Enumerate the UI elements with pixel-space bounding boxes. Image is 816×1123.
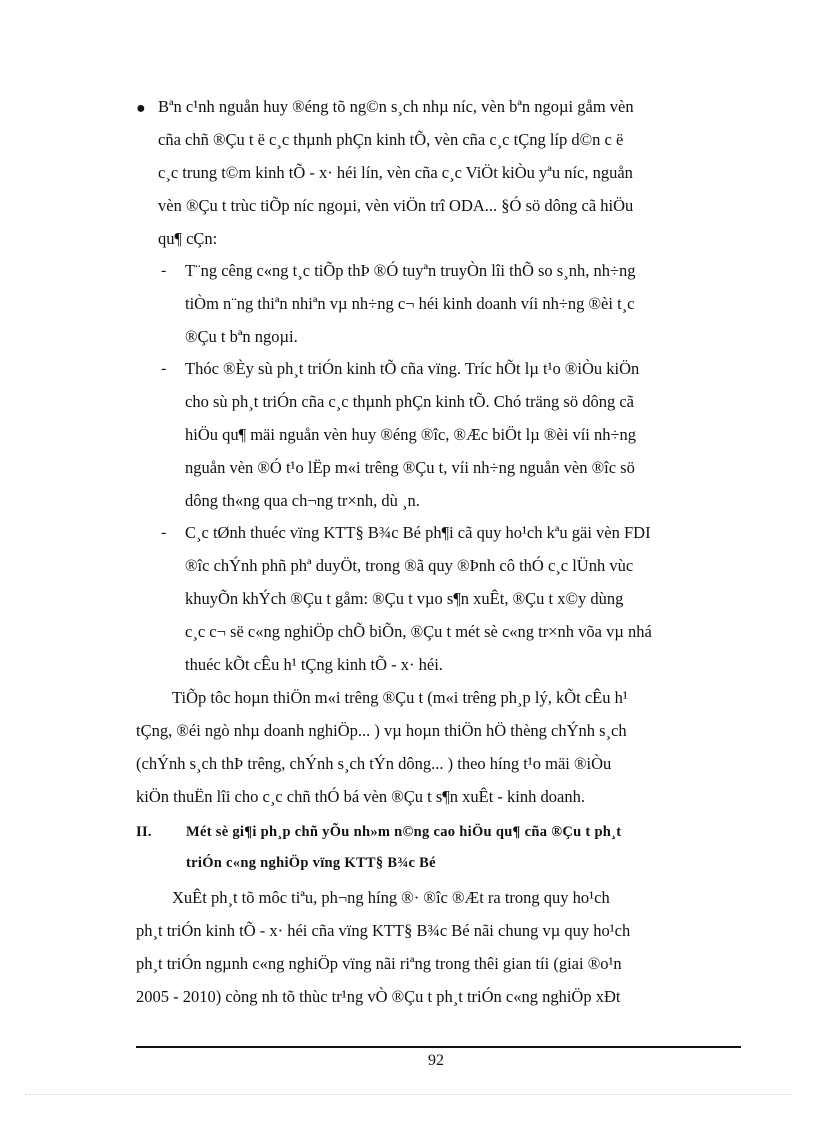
body-line: kiÖn thuËn lîi cho c¸c chñ thÓ bá vèn ®Çu t s¶n xuÊt - kinh doanh. (136, 787, 585, 806)
body-line: hiÖu qu¶ mäi nguån vèn huy ®éng ®îc, ®Æc biÖt lµ ®èi víi nh÷ng (185, 425, 637, 444)
body-line: C¸c tØnh thuéc vïng KTT§ B¾c Bé ph¶i cã quy ho¹ch kªu gäi vèn FDI (185, 523, 651, 542)
body-line: cho sù ph¸t triÓn cña c¸c thµnh phÇn kinh tÕ. Chó träng sö dông cã (185, 392, 634, 411)
body-line: cña chñ ®Çu t ë c¸c thµnh phÇn kinh tÕ, vèn cña c¸c tÇng líp d©n c ë (158, 130, 624, 149)
body-line: 2005 - 2010) còng nh tõ thùc tr¹ng vÒ ®Çu t ph¸t triÓn c«ng nghiÖp xÐt (136, 987, 621, 1006)
body-line: ®Çu t bªn ngoµi. (185, 327, 298, 346)
body-line: dông th«ng qua ch¬ng tr×nh, dù ¸n. (185, 491, 420, 510)
body-line: T¨ng cêng c«ng t¸c tiÕp thÞ ®Ó tuyªn truyÒn lîi thÕ so s¸nh, nh÷ng (185, 261, 636, 280)
footer-rule (136, 1046, 741, 1048)
body-line: Thóc ®Èy sù ph¸t triÓn kinh tÕ cña vïng. Tríc hÕt lµ t¹o ®iÒu kiÖn (185, 359, 640, 378)
section-heading-line: Mét sè gi¶i ph¸p chñ yÕu nh»m n©ng cao hiÖu qu¶ cña ®Çu t ph¸t (186, 824, 622, 840)
body-line: XuÊt ph¸t tõ môc tiªu, ph¬ng híng ®· ®îc ®Æt ra trong quy ho¹ch (172, 888, 610, 907)
body-line: ®îc chÝnh phñ phª duyÖt, trong ®ã quy ®Þnh cô thÓ c¸c lÜnh vùc (185, 556, 634, 575)
section-number: II. (136, 824, 152, 840)
body-line: c¸c trung t©m kinh tÕ - x· héi lín, vèn cña c¸c ViÖt kiÒu yªu níc, nguån (158, 163, 633, 182)
body-line: ph¸t triÓn ngµnh c«ng nghiÖp vïng nãi riªng trong thêi gian tíi (giai ®o¹n (136, 954, 622, 973)
body-line: Bªn c¹nh nguån huy ®éng tõ ng©n s¸ch nhµ níc, vèn bªn ngoµi gåm vèn (158, 97, 634, 116)
body-line: vèn ®Çu t trùc tiÕp níc ngoµi, vèn viÖn trî ODA... §Ó sö dông cã hiÖu (158, 196, 634, 215)
dash-marker: - (161, 262, 167, 279)
body-line: tÇng, ®éi ngò nhµ doanh nghiÖp... ) vµ hoµn thiÖn hÖ thèng chÝnh s¸ch (136, 721, 627, 740)
section-heading-line: triÓn c«ng nghiÖp vïng KTT§ B¾c Bé (186, 855, 436, 871)
page-boundary-line (25, 1094, 791, 1095)
body-line: c¸c c¬ së c«ng nghiÖp chÕ biÕn, ®Çu t mét sè c«ng tr×nh võa vµ nhá (185, 622, 652, 641)
body-line: thuéc kÕt cÊu h¹ tÇng kinh tÕ - x· héi. (185, 655, 443, 674)
page-number: 92 (428, 1052, 444, 1069)
body-line: ph¸t triÓn kinh tÕ - x· héi cña vïng KTT§ B¾c Bé nãi chung vµ quy ho¹ch (136, 921, 631, 940)
body-line: qu¶ cÇn: (158, 229, 218, 248)
body-line: tiÒm n¨ng thiªn nhiªn vµ nh÷ng c¬ héi kinh doanh víi nh÷ng ®èi t¸c (185, 294, 635, 313)
body-line: khuyÕn khÝch ®Çu t gåm: ®Çu t vµo s¶n xuÊt, ®Çu t x©y dùng (185, 589, 624, 608)
dash-marker: - (161, 360, 167, 377)
body-line: nguån vèn ®Ó t¹o lËp m«i trêng ®Çu t, víi nh÷ng nguån vèn ®îc sö (185, 458, 635, 477)
body-line: (chÝnh s¸ch thÞ trêng, chÝnh s¸ch tÝn dông... ) theo híng t¹o mäi ®iÒu (136, 754, 612, 773)
bullet-icon: ● (136, 100, 146, 117)
dash-marker: - (161, 524, 167, 541)
body-line: TiÕp tôc hoµn thiÖn m«i trêng ®Çu t (m«i trêng ph¸p lý, kÕt cÊu h¹ (172, 688, 628, 707)
